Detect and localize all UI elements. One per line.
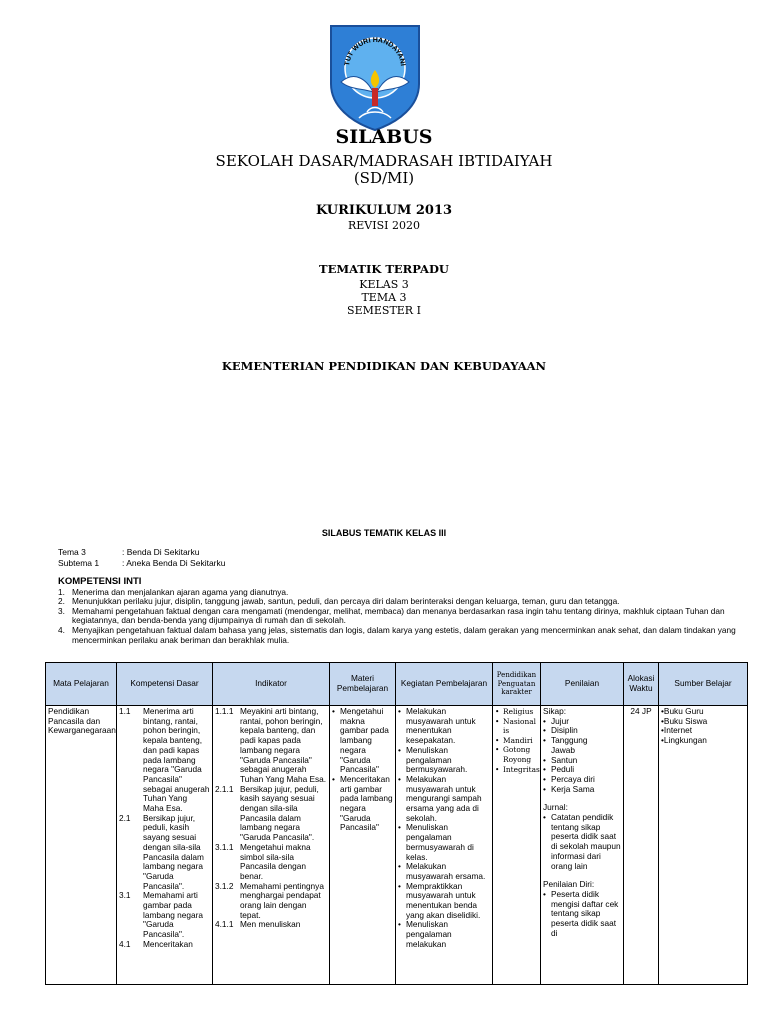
sikap-item: • Santun: [543, 754, 578, 765]
ki-heading: KOMPETENSI INTI: [58, 576, 142, 587]
subtema-row: [58, 558, 225, 569]
indikator-cell: [213, 706, 330, 985]
tema-row: [58, 547, 199, 558]
subtema-value: : Aneka Benda Di Sekitarku: [122, 558, 226, 568]
penilaian-diri-item: • Peserta didik mengisi daftar cek tentang sikap peserta didik saat di: [543, 888, 619, 938]
sikap-item: • Kerja Sama: [543, 783, 595, 794]
kd-item: 3.1 Memahami arti gambar pada lambang negara "Garuda Pancasila".: [119, 890, 203, 940]
karakter-cell: [493, 706, 541, 985]
tut-wuri-handayani-logo: [327, 22, 423, 132]
sikap-item: • Percaya diri: [543, 773, 595, 784]
semester-label: SEMESTER I: [347, 304, 421, 317]
ki-item: 2. Menunjukkan perilaku jujur, disiplin, tanggung jawab, santun, peduli, dan percaya diri dalam berinteraksi dengan keluarga, teman, guru dan tetangga.: [58, 596, 620, 607]
materi-item: • Menceritakan arti gambar pada lambang negara "Garuda Pancasila": [332, 773, 393, 833]
sikap-item: • Disiplin: [543, 725, 578, 736]
kegiatan-item: • Menuliskan pengalaman bermusyawarah.: [398, 744, 468, 775]
kd-cell: [117, 706, 213, 985]
indikator-item: 2.1.1 Bersikap jujur, peduli, kasih sayang sesuai dengan sila-sila Pancasila dalam lambang negara "Garuda Pancasila".: [215, 783, 319, 843]
revision: REVISI 2020: [348, 219, 420, 232]
col-mata-pelajaran: Mata Pelajaran: [46, 663, 117, 706]
ki-item: 4. Menyajikan pengetahuan faktual dalam bahasa yang jelas, sistematis dan logis, dalam karya yang estetis, dalam gerakan yang mencerminkan anak sehat, dan dalam tindakan yang mencerminkan perilaku anak beriman dan berakhlak mulia.: [58, 624, 736, 645]
kegiatan-cell: [396, 706, 493, 985]
theme-label: TEMA 3: [361, 291, 407, 304]
col-penilaian: Penilaian: [541, 663, 624, 706]
jurnal-label: Jurnal:: [543, 802, 568, 813]
kd-item: 2.1 Bersikap jujur, peduli, kasih sayang sesuai dengan sila-sila Pancasila dalam lambang negara "Garuda Pancasila".: [119, 812, 204, 891]
sumber-item: •Buku Siswa: [661, 715, 708, 726]
thematic-title: TEMATIK TERPADU: [319, 262, 449, 276]
indikator-item: 1.1.1 Meyakini arti bintang, rantai, pohon beringin, kepala banteng, dan padi kapas pada lambang negara "Garuda Pancasila" sebagai anugerah Tuhan Yang Maha Esa.: [215, 706, 327, 784]
kegiatan-item: • Menuliskan pengalaman melakukan: [398, 919, 452, 949]
indikator-item: 3.1.2 Memahami pentingnya menghargai pendapat orang lain dengan tepat.: [215, 880, 324, 920]
school-level-abbr: (SD/MI): [353, 169, 415, 187]
ki-list: [58, 588, 748, 646]
logo-motto: TUT WURI HANDAYANI: [344, 36, 406, 67]
table-row: [46, 706, 748, 985]
sikap-item: • Peduli: [543, 764, 575, 775]
karakter-item: • Mandiri: [495, 735, 533, 745]
sikap-label: Sikap:: [543, 706, 567, 716]
document-title: SILABUS: [335, 126, 433, 148]
karakter-item: • Nasionalis: [495, 716, 537, 736]
kd-item: 1.1 Menerima arti bintang, rantai, pohon beringin, kepala banteng, dan padi kapas pada lambang negara "Garuda Pancasila" sebagai anugerah Tuhan Yang Maha Esa.: [119, 706, 210, 814]
school-level: SEKOLAH DASAR/MADRASAH IBTIDAIYAH: [215, 152, 553, 170]
kegiatan-item: • Melakukan musyawarah untuk menentukan kesepakatan.: [398, 706, 476, 746]
subtema-label: Subtema 1: [58, 558, 100, 568]
sikap-item: • Jujur: [543, 715, 569, 726]
penilaian-diri-label: Penilaian Diri:: [543, 879, 595, 890]
col-alokasi: Alokasi Waktu: [624, 663, 659, 706]
sikap-item: • Tanggung Jawab: [543, 735, 588, 755]
tema-value: : Benda Di Sekitarku: [122, 547, 200, 557]
col-materi: Materi Pembelajaran: [330, 663, 396, 706]
karakter-item: • Integritas: [495, 764, 540, 774]
ki-item: 3. Memahami pengetahuan faktual dengan cara mengamati (mendengar, melihat, membaca) dan menanya berdasarkan rasa ingin tahu tentang dirinya, makhluk ciptaan Tuhan dan kegiatannya, dan benda-benda yang dijumpainya di rumah dan di sekolah.: [58, 605, 725, 626]
subject-cell: Pendidikan Pancasila dan Kewarganegaraan: [46, 706, 117, 985]
ministry-name: KEMENTERIAN PENDIDIKAN DAN KEBUDAYAAN: [221, 359, 547, 373]
materi-item: • Mengetahui makna gambar pada lambang negara "Garuda Pancasila": [332, 706, 389, 775]
col-indikator: Indikator: [213, 663, 330, 706]
kd-item: 4.1 Menceritakan: [119, 938, 193, 949]
table-header-row: [46, 663, 748, 706]
kegiatan-item: • Melakukan musyawarah untuk mengurangi sampah ersama yang ada di sekolah.: [398, 773, 482, 823]
col-kegiatan: Kegiatan Pembelajaran: [396, 663, 493, 706]
sumber-item: •Lingkungan: [661, 735, 707, 746]
sumber-item: •Buku Guru: [661, 706, 704, 716]
materi-cell: [330, 706, 396, 985]
kegiatan-item: • Menuliskan pengalaman bermusyawarah di kelas.: [398, 822, 474, 862]
syllabus-heading: SILABUS TEMATIK KELAS III: [321, 528, 447, 538]
kegiatan-item: • Melakukan musyawarah ersama.: [398, 861, 486, 881]
alokasi-cell: 24 JP: [624, 706, 659, 985]
karakter-item: • Religius: [495, 707, 534, 716]
penilaian-cell: [541, 706, 624, 985]
indikator-item: 4.1.1 Men menuliskan: [215, 919, 301, 930]
tema-label: Tema 3: [58, 547, 86, 557]
col-sumber: Sumber Belajar: [659, 663, 748, 706]
sumber-cell: [659, 706, 748, 985]
ki-item: 1. Menerima dan menjalankan ajaran agama yang dianutnya.: [58, 586, 289, 597]
syllabus-table: [45, 662, 748, 985]
jurnal-item: • Catatan pendidik tentang sikap peserta didik saat di sekolah maupun informasi dari orang lain: [543, 812, 621, 871]
class-label: KELAS 3: [359, 278, 409, 291]
karakter-item: • Gotong Royong: [495, 745, 532, 764]
col-kompetensi-dasar: Kompetensi Dasar: [117, 663, 213, 706]
sumber-item: •Internet: [661, 725, 693, 736]
col-karakter: Pendidikan Penguatan karakter: [493, 663, 541, 706]
kompetensi-inti: [58, 577, 748, 645]
kegiatan-item: • Mempraktikkan musyawarah untuk menentukan benda yang akan diselidiki.: [398, 880, 481, 920]
indikator-item: 3.1.1 Mengetahui makna simbol sila-sila Pancasila dengan benar.: [215, 841, 311, 881]
curriculum-title: KURIKULUM 2013: [315, 203, 453, 218]
